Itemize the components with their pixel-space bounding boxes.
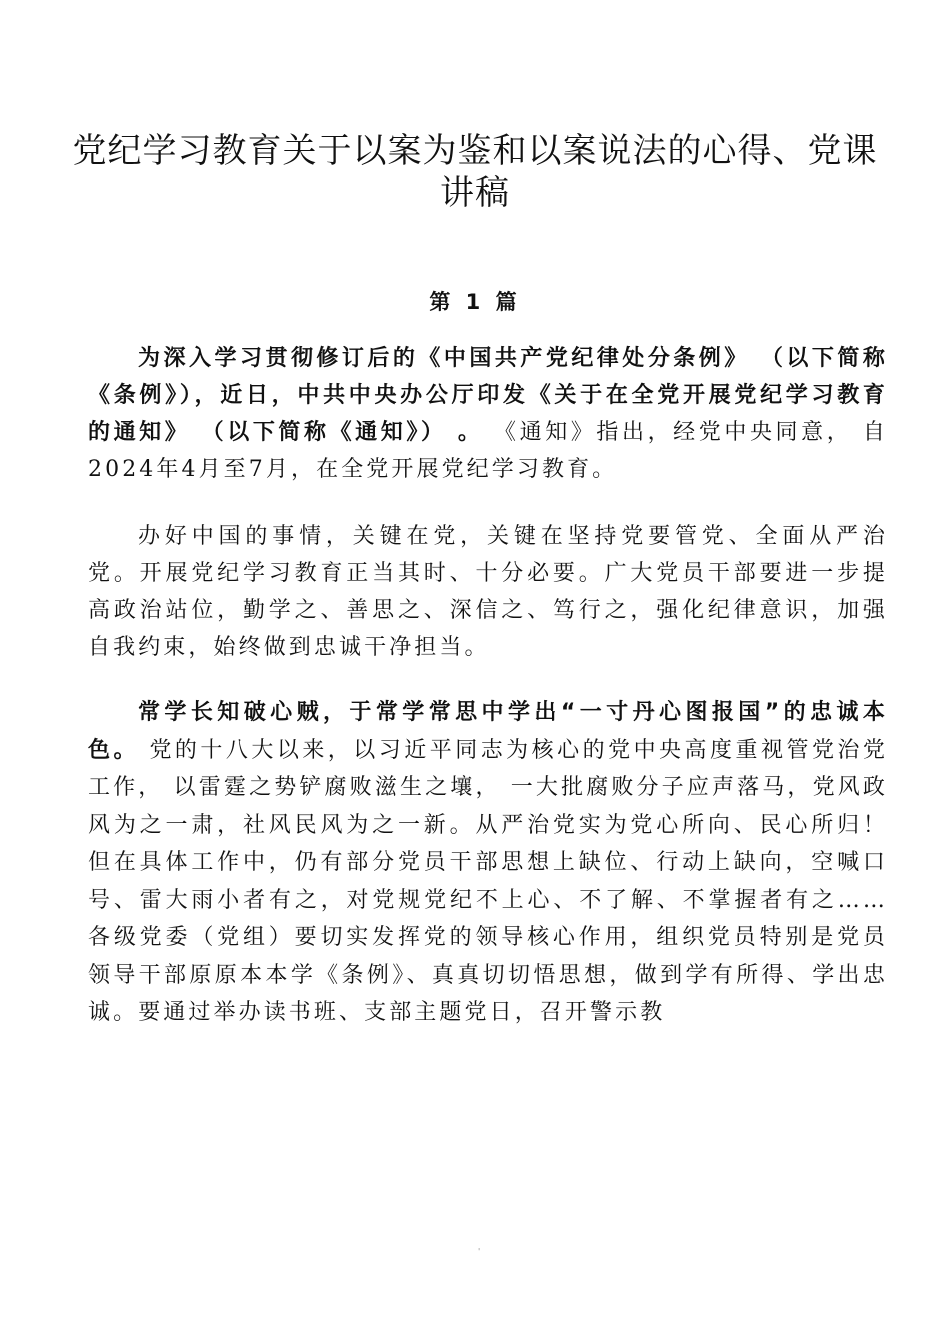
paragraph-1-bold: 为深入学习贯彻修订后的《中国共产党纪律处分条例》 （以下简称《条例》），近日，中共中央办公厅印发《关于在全党开展党纪学习教育的通知》 （以下简称《通知》） 。: [88, 346, 888, 445]
paragraph-1-text: 《通知》指出，经党中央同意， 自2024年4月至7月，在全党开展党纪学习教育。: [88, 420, 889, 482]
paragraph-1: [88, 340, 888, 488]
paragraph-3: [88, 694, 888, 1032]
paragraph-2: [88, 518, 888, 666]
document-title: 党纪学习教育关于以案为鉴和以案说法的心得、党课讲稿: [72, 131, 878, 213]
paragraph-2-text: 办好中国的事情，关键在党，关键在坚持党要管党、全面从严治党。开展党纪学习教育正当其时、十分必要。广大党员干部要进一步提高政治站位，勤学之、善思之、深信之、笃行之，强化纪律意识，加强自我约束，始终做到忠诚干净担当。: [88, 524, 888, 660]
chapter-heading: 第 1 篇: [429, 290, 521, 314]
footer-mark: ': [478, 1247, 481, 1256]
paragraph-3-bold: 常学长知破心贼，于常学常思中学出“一寸丹心图报国”的忠诚本色。: [88, 700, 888, 763]
paragraph-3-text: 党的十八大以来，以习近平同志为核心的党中央高度重视管党治党工作， 以雷霆之势铲腐败滋生之壤， 一大批腐败分子应声落马，党风政风为之一肃，社风民风为之一新。从严治党实为党心所向、民心所归！但在具体工作中，仍有部分党员干部思想上缺位、行动上缺向，空喊口号、雷大雨小者有之，对党规党纪不上心、不了解、不掌握者有之……各级党委（党组）要切实发挥党的领导核心作用，组织党员特别是党员领导干部原原本本学《条例》、真真切切悟思想，做到学有所得、学出忠诚。要通过举办读书班、支部主题党日，召开警示教: [88, 737, 888, 1025]
